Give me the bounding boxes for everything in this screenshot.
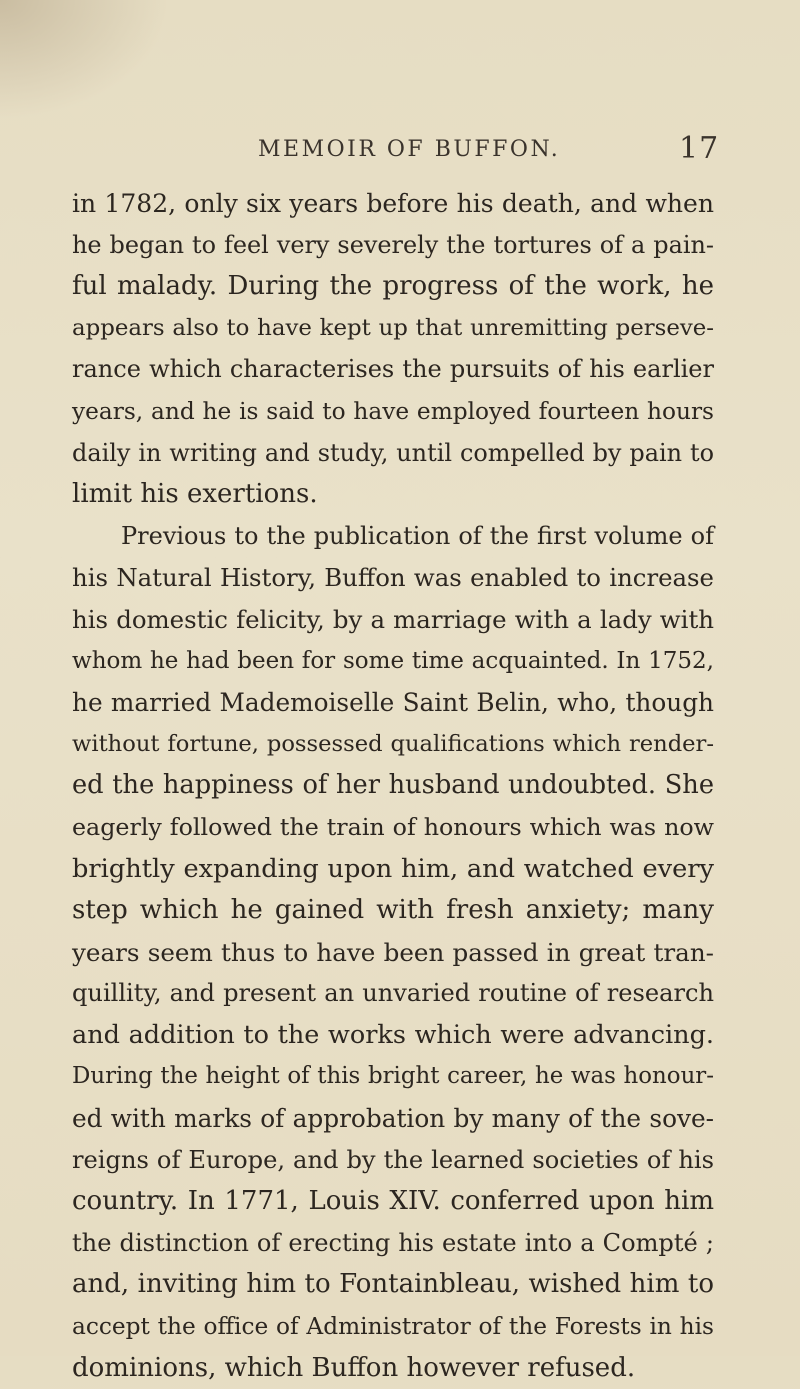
text-line: years, and he is said to have employed fourteen hours	[72, 397, 714, 425]
text-line: years seem thus to have been passed in great tran-	[72, 937, 714, 967]
text-line: whom he had been for some time acquainted. In 1752,	[72, 647, 714, 674]
text-line: quillity, and present an unvaried routine of research	[72, 979, 714, 1008]
paragraph	[72, 516, 714, 1389]
text-line: step which he gained with fresh anxiety; many	[72, 895, 714, 926]
page-corner-shadow	[0, 0, 170, 120]
text-line: rance which characterises the pursuits of his earlier	[72, 355, 714, 384]
text-line: he began to feel very severely the tortures of a pain-	[72, 230, 714, 259]
text-line: country. In 1771, Louis XIV. conferred upon him	[72, 1186, 714, 1217]
text-line: ful malady. During the progress of the work, he	[72, 271, 714, 302]
text-line: daily in writing and study, until compelled by pain to	[72, 438, 714, 467]
text-line: ed the happiness of her husband undoubted. She	[72, 770, 714, 801]
text-line: in 1782, only six years before his death, and when	[72, 189, 714, 218]
text-line: his domestic felicity, by a marriage with a lady with	[72, 604, 714, 634]
body-text	[72, 183, 714, 1389]
running-head	[0, 131, 800, 175]
text-line: his Natural History, Buffon was enabled to increase	[72, 563, 714, 593]
text-line: the distinction of erecting his estate into a Compté ;	[72, 1228, 714, 1257]
text-line: Previous to the publication of the first volume of	[121, 521, 714, 550]
text-line: During the height of this bright career, he was honour-	[72, 1063, 714, 1090]
paragraph	[72, 183, 714, 516]
text-line: and addition to the works which were advancing.	[72, 1019, 714, 1050]
text-line: limit his exertions.	[72, 479, 318, 510]
text-line: he married Mademoiselle Saint Belin, who, though	[72, 688, 714, 718]
text-line: brightly expanding upon him, and watched every	[72, 853, 714, 884]
running-head-title: MEMOIR OF BUFFON.	[258, 137, 561, 162]
text-line: accept the office of Administrator of the Forests in his	[72, 1313, 714, 1341]
text-line: reigns of Europe, and by the learned societies of his	[72, 1145, 714, 1174]
page-number: 17	[679, 131, 720, 166]
text-line: without fortune, possessed qualifications which render-	[72, 730, 714, 757]
text-line: appears also to have kept up that unremitting perseve-	[72, 314, 714, 341]
text-line: eagerly followed the train of honours which was now	[72, 812, 714, 841]
text-line: dominions, which Buffon however refused.	[72, 1352, 636, 1383]
text-line: ed with marks of approbation by many of the sove-	[72, 1104, 714, 1134]
text-line: and, inviting him to Fontainbleau, wished him to	[72, 1269, 714, 1300]
